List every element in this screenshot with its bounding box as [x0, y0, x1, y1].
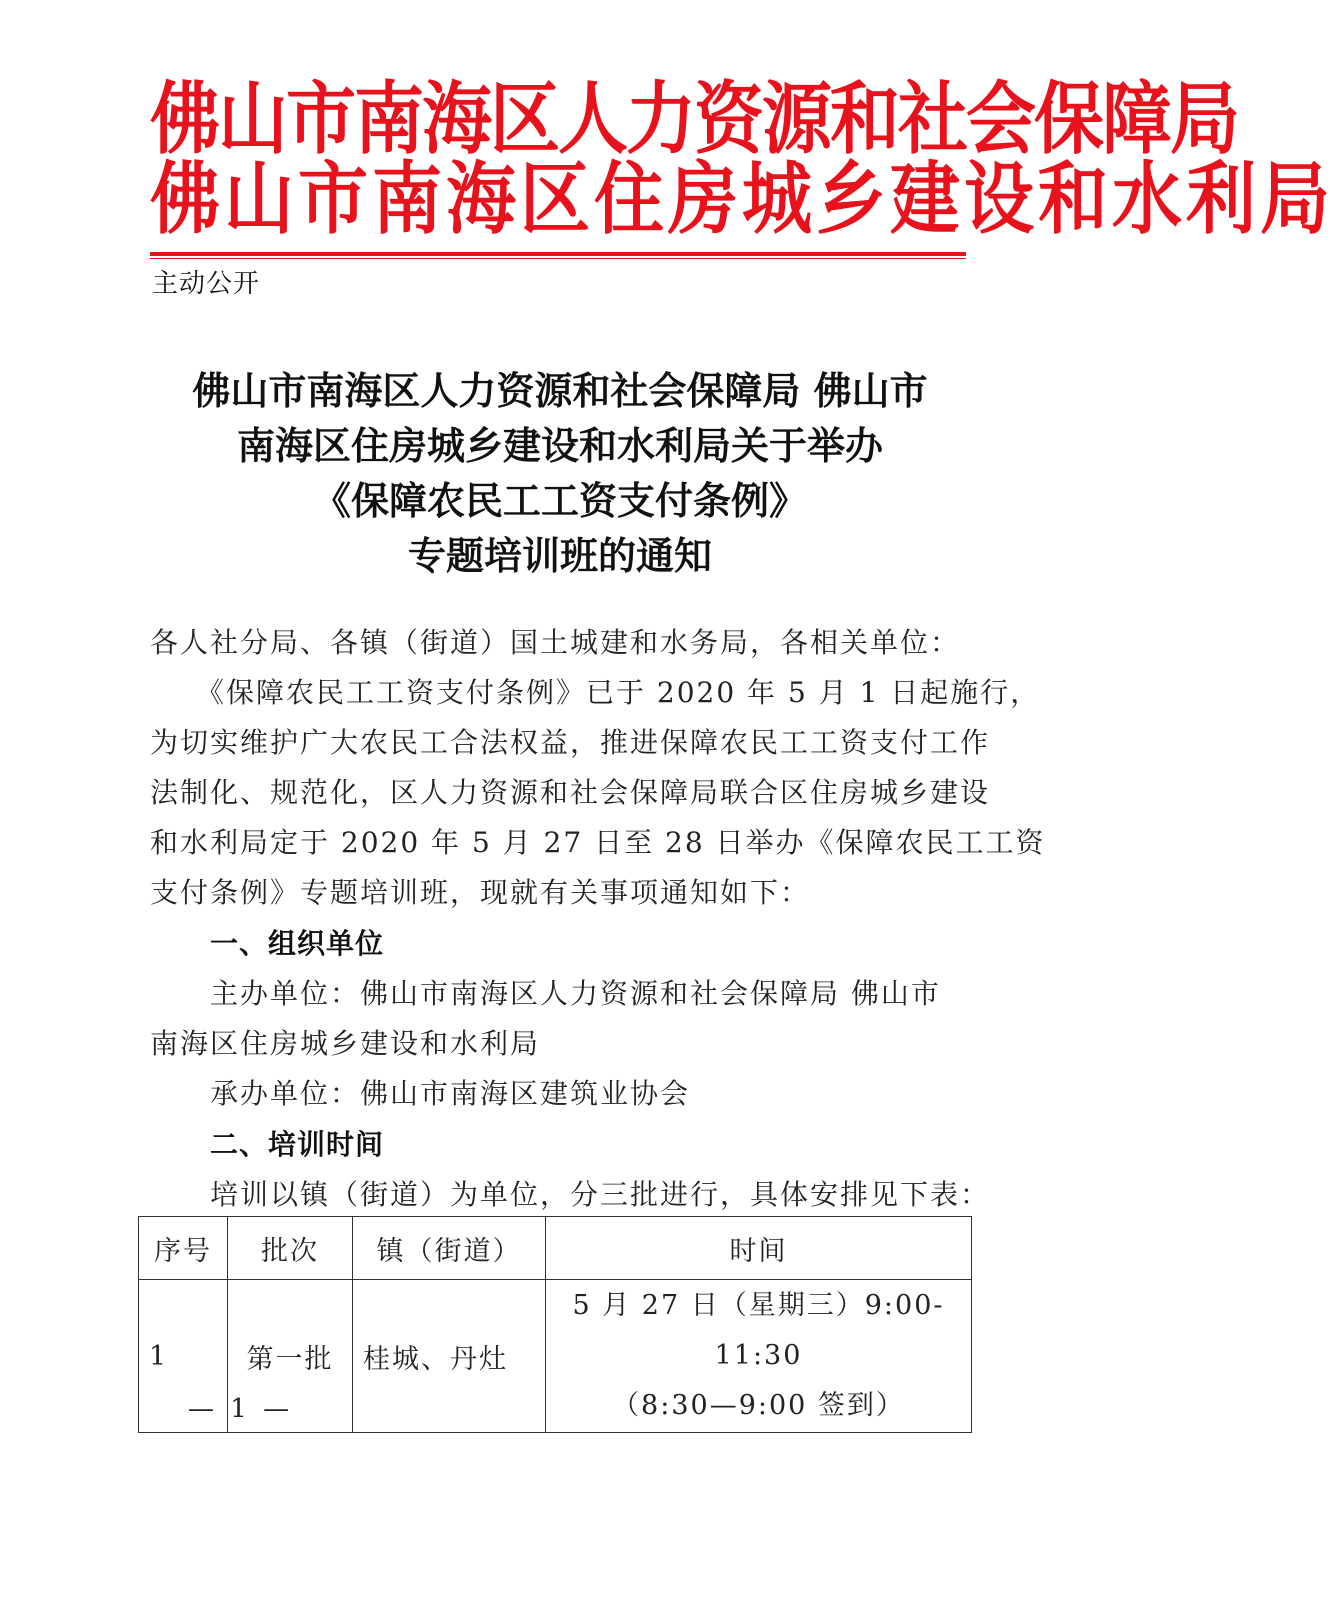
disclosure-label: 主动公开	[152, 269, 261, 299]
organizer-unit: 承办单位：佛山市南海区建筑业协会	[210, 1077, 691, 1110]
title-line-3: 《保障农民工工资支付条例》	[312, 478, 807, 523]
section-heading-organizers: 一、组织单位	[210, 927, 385, 960]
letterhead-rule-thin	[150, 258, 966, 259]
letterhead-rule	[150, 252, 966, 256]
cell-batch: 第一批	[228, 1280, 353, 1433]
paragraph-line: 和水利局定于 2020 年 5 月 27 日至 28 日举办《保障农民工工资	[150, 826, 1046, 859]
section-heading-time: 二、培训时间	[210, 1128, 385, 1161]
table-header-row	[139, 1217, 972, 1280]
letterhead-line-2: 佛山市南海区住房城乡建设和水利局	[150, 152, 1334, 245]
time-line-1: 5 月 27 日（星期三）9:00-11:30	[572, 1290, 945, 1371]
cell-time	[546, 1280, 972, 1433]
paragraph-line: 为切实维护广大农民工合法权益，推进保障农民工工资支付工作	[150, 726, 991, 759]
title-line-1: 佛山市南海区人力资源和社会保障局 佛山市	[192, 368, 928, 413]
header-town: 镇（街道）	[353, 1217, 546, 1280]
time-line-2: （8:30—9:00 签到）	[612, 1390, 905, 1421]
cell-no: 1	[139, 1280, 228, 1433]
paragraph-line: 支付条例》专题培训班，现就有关事项通知如下：	[150, 876, 811, 909]
paragraph-line: 《保障农民工工资支付条例》已于 2020 年 5 月 1 日起施行，	[196, 676, 1041, 709]
letterhead-line-1: 佛山市南海区人力资源和社会保障局	[150, 72, 1238, 165]
header-no: 序号	[139, 1217, 228, 1280]
title-line-2: 南海区住房城乡建设和水利局关于举办	[236, 423, 883, 468]
paragraph-line: 法制化、规范化，区人力资源和社会保障局联合区住房城乡建设	[150, 776, 991, 809]
page-number: — 1 —	[188, 1394, 294, 1424]
cell-towns: 桂城、丹灶	[353, 1280, 546, 1433]
title-line-4: 专题培训班的通知	[407, 533, 712, 578]
header-time: 时间	[546, 1217, 972, 1280]
host-unit-line-2: 南海区住房城乡建设和水利局	[150, 1027, 541, 1060]
salutation: 各人社分局、各镇（街道）国土城建和水务局，各相关单位：	[150, 626, 961, 659]
host-unit-line-1: 主办单位：佛山市南海区人力资源和社会保障局 佛山市	[210, 977, 941, 1010]
document-title	[140, 363, 980, 583]
header-batch: 批次	[228, 1217, 353, 1280]
schedule-intro: 培训以镇（街道）为单位，分三批进行，具体安排见下表：	[210, 1178, 991, 1211]
